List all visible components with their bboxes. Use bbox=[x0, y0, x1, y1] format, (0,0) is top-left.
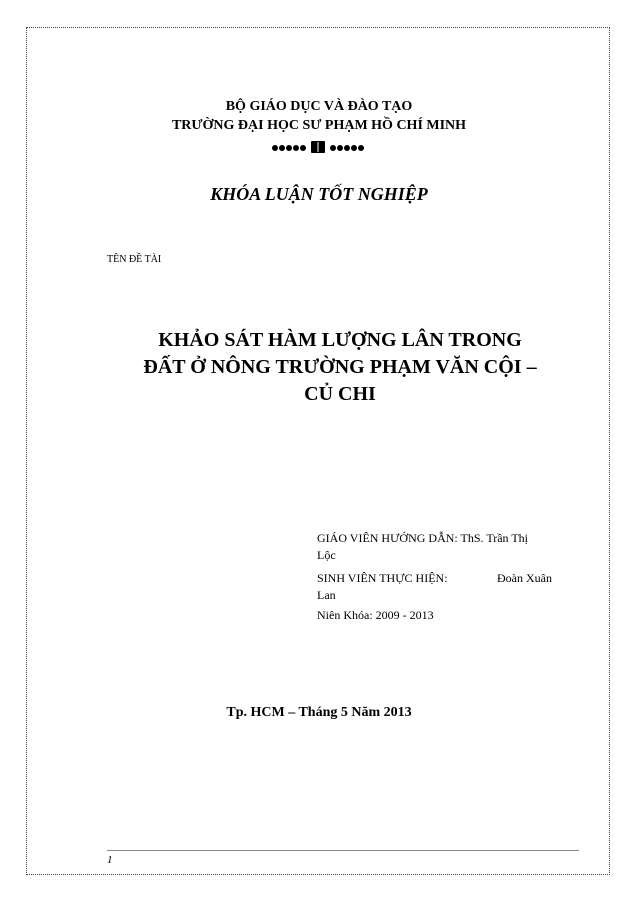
student-label: SINH VIÊN THỰC HIỆN: bbox=[317, 571, 448, 585]
decorative-ornament bbox=[0, 140, 638, 157]
footer-divider bbox=[107, 850, 579, 851]
student-name-part-1: Đoàn Xuân bbox=[497, 571, 552, 585]
student-name-part-2: Lan bbox=[317, 588, 336, 602]
thesis-title-line-1: KHẢO SÁT HÀM LƯỢNG LÂN TRONG bbox=[158, 329, 522, 351]
thesis-title bbox=[90, 327, 590, 408]
date-place: Tp. HCM – Tháng 5 Năm 2013 bbox=[226, 705, 412, 720]
advisor-info bbox=[317, 530, 575, 564]
header-block bbox=[0, 97, 638, 135]
ministry-name: BỘ GIÁO DỤC VÀ ĐÀO TẠO bbox=[225, 99, 413, 114]
thesis-title-line-2: ĐẤT Ở NÔNG TRƯỜNG PHẠM VĂN CỘI – bbox=[143, 356, 537, 378]
page-number: 1 bbox=[107, 854, 113, 866]
thesis-title-line-3: CỦ CHI bbox=[304, 383, 376, 405]
topic-label: TÊN ĐỀ TÀI bbox=[107, 254, 162, 265]
course-info: Niên Khóa: 2009 - 2013 bbox=[317, 608, 434, 622]
student-info bbox=[317, 570, 575, 604]
document-type: KHÓA LUẬN TỐT NGHIỆP bbox=[210, 184, 428, 204]
advisor-line-1: GIÁO VIÊN HƯỚNG DẪN: ThS. Trần Thị bbox=[317, 531, 528, 545]
university-name: TRƯỜNG ĐẠI HỌC SƯ PHẠM HỒ CHÍ MINH bbox=[171, 118, 467, 133]
book-ornament-icon bbox=[271, 144, 367, 156]
advisor-line-2: Lộc bbox=[317, 548, 336, 562]
